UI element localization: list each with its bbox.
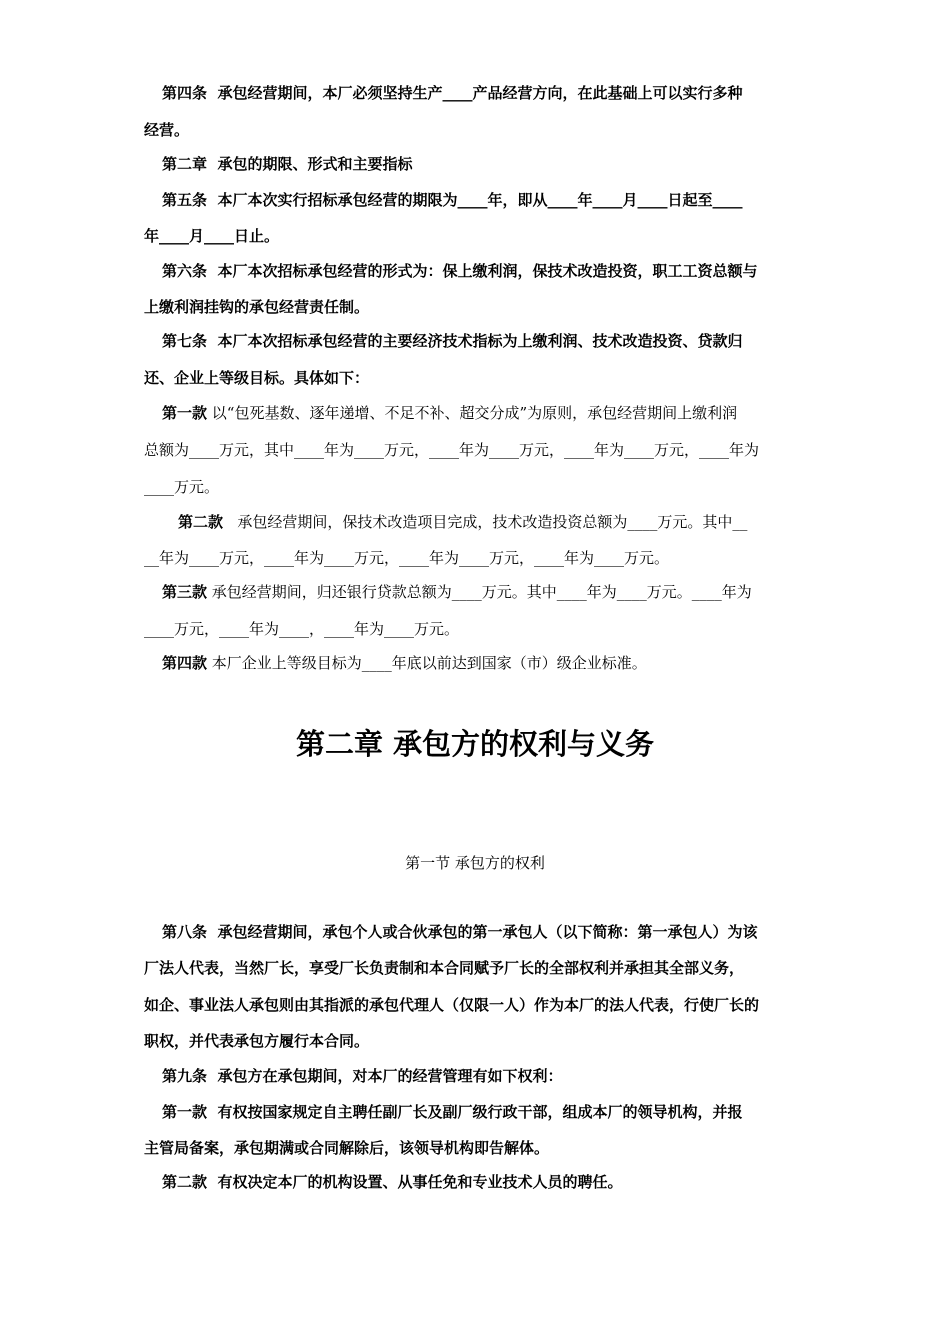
article-8-line-3: 如企、事业法人承包则由其指派的承包代理人（仅限一人）作为本厂的法人代表，行使厂长的 [144, 996, 760, 1014]
clause-2-label: 第二款 [178, 513, 224, 531]
clause-3-label: 第三款 [162, 583, 208, 601]
clause-1-line-2: 总额为____万元，其中____年为____万元，____年为____万元，____年为____万元，____年为 [144, 441, 760, 459]
chapter-2a-heading: 第二章 承包的期限、形式和主要指标 [162, 155, 413, 173]
clause-4-text: 本厂企业上等级目标为____年底以前达到国家（市）级企业标准。 [207, 654, 647, 672]
article-5-line-2: 年____月____日止。 [144, 227, 280, 245]
article-4-line-2: 经营。 [144, 121, 190, 139]
clause-1-line-3: ____万元。 [144, 478, 220, 496]
article-6-line-1: 第六条 本厂本次招标承包经营的形式为：保上缴利润，保技术改造投资，职工工资总额与 [162, 262, 758, 280]
article-4-line-1: 第四条 承包经营期间，本厂必须坚持生产____产品经营方向，在此基础上可以实行多种 [162, 84, 743, 102]
clause-1-text: 以“包死基数、逐年递增、不足不补、超交分成”为原则，承包经营期间上缴利润 [207, 404, 738, 422]
article-8-line-2: 厂法人代表，当然厂长，享受厂长负责制和本合同赋予厂长的全部权利并承担其全部义务， [144, 959, 745, 977]
article-7-line-2: 还、企业上等级目标。具体如下： [144, 369, 370, 387]
right-1-line-1: 第一款 有权按国家规定自主聘任副厂长及副厂级行政干部，组成本厂的领导机构，并报 [162, 1103, 743, 1121]
chapter-2-title: 第二章 承包方的权利与义务 [295, 727, 655, 761]
article-7-line-1: 第七条 本厂本次招标承包经营的主要经济技术指标为上缴利润、技术改造投资、贷款归 [162, 332, 743, 350]
right-1-line-2: 主管局备案，承包期满或合同解除后，该领导机构即告解体。 [144, 1139, 550, 1157]
clause-2-text: 承包经营期间，保技术改造项目完成，技术改造投资总额为____万元。其中__ [223, 513, 748, 531]
article-9-line-1: 第九条 承包方在承包期间，对本厂的经营管理有如下权利： [162, 1067, 563, 1085]
right-2-line-1: 第二款 有权决定本厂的机构设置、从事任免和专业技术人员的聘任。 [162, 1173, 623, 1191]
clause-1-line-1 [0, 403, 950, 423]
clause-3-line-1 [0, 582, 950, 602]
article-5-line-1: 第五条 本厂本次实行招标承包经营的期限为____年，即从____年____月____日起至____ [162, 191, 743, 209]
article-6-line-2: 上缴利润挂钩的承包经营责任制。 [144, 298, 370, 316]
article-8-line-1: 第八条 承包经营期间，承包个人或合伙承包的第一承包人（以下简称：第一承包人）为该 [162, 923, 758, 941]
clause-4-line-1 [0, 653, 950, 673]
section-1-title: 第一节 承包方的权利 [405, 854, 545, 872]
clause-3-line-2: ____万元，____年为____，____年为____万元。 [144, 620, 460, 638]
article-8-line-4: 职权，并代表承包方履行本合同。 [144, 1032, 370, 1050]
clause-3-text: 承包经营期间，归还银行贷款总额为____万元。其中____年为____万元。____年为 [207, 583, 752, 601]
clause-1-label: 第一款 [162, 404, 208, 422]
clause-4-label: 第四款 [162, 654, 208, 672]
clause-2-line-2: __年为____万元，____年为____万元，____年为____万元，____年为____万元。 [144, 549, 670, 567]
clause-2-line-1 [0, 512, 950, 532]
